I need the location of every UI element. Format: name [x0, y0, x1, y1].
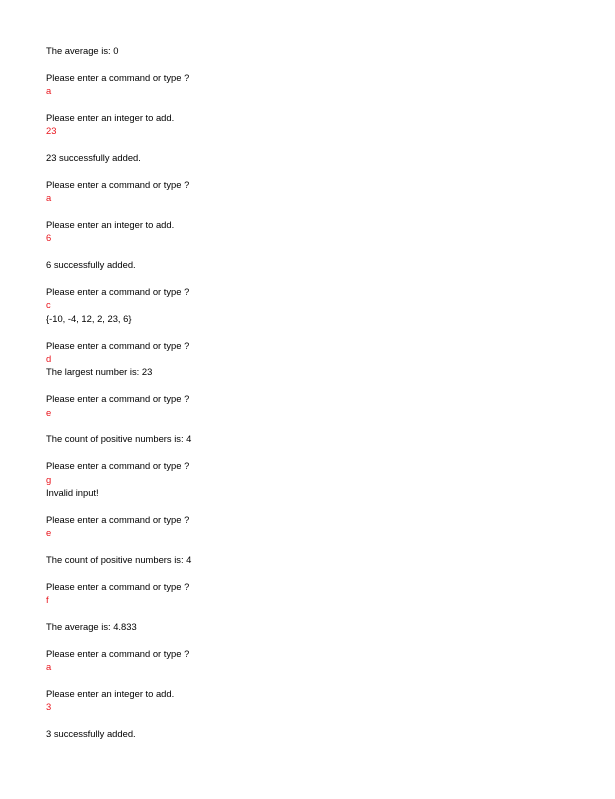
- blank-line: [46, 673, 586, 686]
- output-line: {-10, -4, 12, 2, 23, 6}: [46, 312, 132, 324]
- user-input-line: e: [46, 406, 52, 418]
- output-line: Please enter an integer to add.: [46, 687, 175, 699]
- output-line: 3 successfully added.: [46, 727, 136, 739]
- blank-line: [46, 379, 586, 392]
- user-input-line: a: [46, 192, 52, 204]
- user-input-line: 3: [46, 701, 52, 713]
- blank-line: [46, 325, 586, 338]
- user-input-line: d: [46, 352, 52, 364]
- output-line: 6 successfully added.: [46, 259, 136, 271]
- output-line: Please enter a command or type ?: [46, 647, 190, 659]
- blank-line: [46, 714, 586, 727]
- output-line: Please enter a command or type ?: [46, 580, 190, 592]
- output-line: The count of positive numbers is: 4: [46, 433, 192, 445]
- output-line: Please enter an integer to add.: [46, 111, 175, 123]
- blank-line: [46, 98, 586, 111]
- blank-line: [46, 566, 586, 579]
- output-line: Please enter an integer to add.: [46, 219, 175, 231]
- output-line: Please enter a command or type ?: [46, 460, 190, 472]
- blank-line: [46, 138, 586, 151]
- user-input-line: 6: [46, 232, 52, 244]
- output-line: Please enter a command or type ?: [46, 393, 190, 405]
- blank-line: [46, 57, 586, 70]
- user-input-line: a: [46, 660, 52, 672]
- output-line: The largest number is: 23: [46, 366, 153, 378]
- user-input-line: e: [46, 527, 52, 539]
- output-line: 23 successfully added.: [46, 152, 141, 164]
- blank-line: [46, 272, 586, 285]
- output-line: Please enter a command or type ?: [46, 178, 190, 190]
- blank-line: [46, 499, 586, 512]
- blank-line: [46, 245, 586, 258]
- output-line: The average is: 4.833: [46, 620, 137, 632]
- output-line: Please enter a command or type ?: [46, 339, 190, 351]
- blank-line: [46, 419, 586, 432]
- output-line: Invalid input!: [46, 486, 99, 498]
- output-line: The average is: 0: [46, 45, 119, 56]
- user-input-line: 23: [46, 125, 57, 137]
- output-line: Please enter a command or type ?: [46, 286, 190, 298]
- blank-line: [46, 205, 586, 218]
- output-line: Please enter a command or type ?: [46, 71, 190, 83]
- user-input-line: c: [46, 299, 51, 311]
- output-line: The count of positive numbers is: 4: [46, 553, 192, 565]
- blank-line: [46, 606, 586, 619]
- user-input-line: a: [46, 85, 52, 97]
- blank-line: [46, 165, 586, 178]
- user-input-line: g: [46, 473, 52, 485]
- blank-line: [46, 633, 586, 646]
- console-transcript: [46, 44, 586, 740]
- output-line: Please enter a command or type ?: [46, 513, 190, 525]
- user-input-line: f: [46, 594, 49, 606]
- blank-line: [46, 539, 586, 552]
- blank-line: [46, 446, 586, 459]
